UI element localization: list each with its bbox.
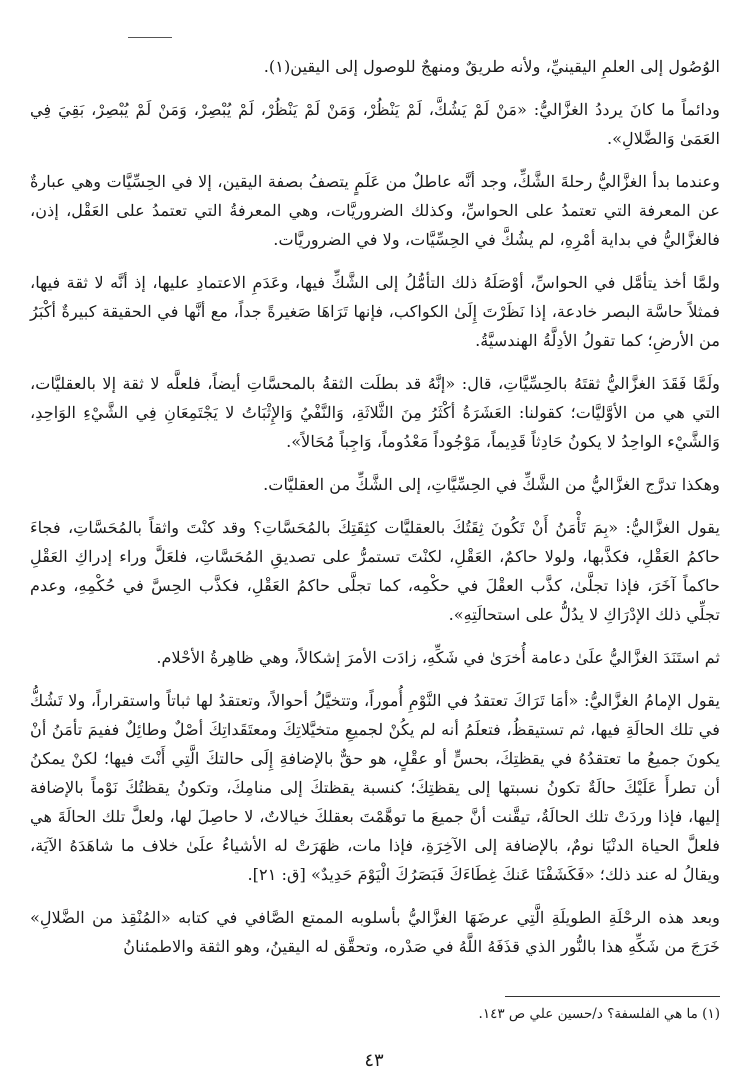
page-number: ٤٣ — [364, 1050, 384, 1071]
paragraph: ولَمَّا فَقَدَ الغزَّاليُّ ثقتَهُ بالحِسِّيَّاتِ، قال: «إنَّهُ قد بطلَت الثقةُ بالمحسَّاتِ أيضاً، فلعلَّه لا ثقة إلا بالعقليَّات، التي هي من الأوَّليَّات؛ كقولنا: العَشَرَةُ أكْثَرُ مِنَ الثَّلاثَةِ، وَالنَّفْيُ وَالإِثْبَاتُ لا يَجْتَمِعَانِ فِي الشَّيْءِ الوَاحِدِ، وَالشَّيْء الواحِدُ لا يكونُ حَادِثاً قَدِيماً، مَوْجُوداً مَعْدُوماً، وَاجِباً مُحَالاً». — [30, 374, 720, 451]
footnote: (١) ما هي الفلسفة؟ د/حسين علي ص ١٤٣. — [478, 1006, 720, 1022]
paragraph: وهكذا تدرَّج الغزَّاليُّ من الشَّكِّ في الحِسِّيَّاتِ، إلى الشَّكِّ من العقليَّات. — [263, 475, 720, 494]
paragraph: يقول الغزَّاليُّ: «بِمَ تَأْمَنُ أَنْ تَكُونَ ثِقَتُكَ بالعقليَّات كثِقَتِكَ بالمُحَسَّاتِ؟ وقد كنْتَ واثقاً بالمُحَسَّاتِ، فجاءَ حاكمُ العَقْلِ، فكذَّبها، ولولا حاكمٌ، العَقْلِ، لكنْتَ تستمرُّ على تصديقِ المُحَسَّاتِ، فلعَلَّ وراء إدراكِ العَقْلِ حاكماً آخَرَ، فإذا تجلَّىٰ، كذَّب العقْلَ في حكْمِه، كما تجلَّى حاكمُ العَقْلِ، فكذَّب الحِسَّ في حُكْمِهِ، وعدم تجلِّي ذلك الإدْرَاكِ لا يدُلُّ على استحالَتِهِ». — [30, 518, 720, 624]
header-rule — [128, 37, 172, 38]
paragraph: وعندما بدأ الغزَّاليُّ رحلةَ الشَّكِّ، وجد أنَّه عاطلٌ من عَلَمٍ يتصفُ بصفة اليقين، إلا في الحِسِّيَّات وهي عبارةٌ عن المعرفة التي تعتمدُ على الحواسِّ، وكذلك الضروريَّات، وهي المعرفةُ التي تعتمدُ على العَقْل، إذن، فالغزَّاليُّ في بداية أمْرِهِ، لم يشُكَّ في الحِسِّيَّات، ولا في الضروريَّات. — [30, 172, 720, 249]
paragraph: يقول الإمامُ الغزَّاليُّ: «أمَا تَرَاكَ تعتقدُ في النَّوْمِ أُموراً، وتتخيَّلُ أحوالاً، وتعتقدُ لها ثباتاً واستقراراً، ولا تَشُكُّ في تلك الحالَةِ فيها، ثم تستيقظُ، فتعلَمُ أنه لم يكُنْ لجميعِ متخيَّلاتِكَ ومعتَقَداتِكَ أصْلٌ وطائِلٌ ففيمَ تأمَنُ أنْ يكونَ جميعُ ما تعتقدُهُ في يقظتِكَ، بحسٍّ أو عقْلٍ، هو حقٌّ بالإضافةِ إِلَى حالتكَ الَّتِي أَنْتَ فيها؛ لكنْ يمكنُ أن تطرأَ عَلَيْكَ حالَةٌ تكونُ نسبتها إلى يقظتِكَ؛ كنسبة يقظتكَ إلى منامِكَ، وتكونُ يقظتُكَ نَوْماً بالإضافة إليها، فإذا وردَتْ تلك الحالَةُ، تيقَّنت أنَّ جميعَ ما توهَّمْتَ بعقلكَ خيالاتٌ، لا حاصِلَ لها، ولعلَّ تلك الحالَةَ هي فلعلَّ الحياة الدنْيَا نومٌ، بالإضافة إلى الآخِرَةِ، فإذا مات، ظهَرَتْ له الأشياءُ علَىٰ خلاف ما شاهَدَهُ الآيَة، ويقالُ له عند ذلك؛ «فَكَشَفْنَا عَنكَ غِطَاءَكَ فَبَصَرُكَ الْيَوْمَ حَدِيدٌ» [ق: ٢١]. — [30, 691, 720, 884]
paragraph: الوُصُول إلى العلمِ اليقينيِّ، ولأنه طريقٌ ومنهجٌ للوصول إلى اليقين(١). — [263, 57, 720, 76]
footnote-rule — [505, 996, 720, 997]
paragraph: ودائماً ما كانَ يرددُ الغزَّاليُّ: «مَنْ لَمْ يَشُكَّ، لَمْ يَنْظُرْ، وَمَنْ لَمْ يَنْظُرْ، لَمْ يُبْصِرْ، وَمَنْ لَمْ يُبْصِرْ، بَقِيَ فِي العَمَىٰ وَالضَّلالِ». — [30, 100, 720, 148]
paragraph: وبعد هذه الرحْلَةِ الطويلَةِ الَّتِي عرضَهَا الغزَّاليُّ بأسلوبه الممتع الصَّافي في كتابه «المُنْقِذ من الضَّلالِ» خَرَجَ من شَكِّهِ هذا بالنُّور الذي قذَفَهُ اللَّهُ في صَدْره، وتحقَّق له اليقينُ، وهو الثقة والاطمئنانُ — [30, 908, 720, 956]
paragraph: ولمَّا أخذ يتأمَّل في الحواسِّ، أوْصَلَهُ ذلك التأمُّلُ إلى الشَّكِّ فيها، وعَدَمِ الاعتمادِ عليها، إذ أنَّه لا ثقة فيها، فمثلاً حاسَّة البصر خادعة، إذا نَظَرْتَ إِلَىٰ الكواكب، فإنها تَرَاهَا صَغيرةً جداً، مع أنَّها في الحقيقة كبيرةٌ أكْبَرُ من الأرضِ؛ كما تقولُ الأدِلَّةُ الهندسيَّةُ. — [30, 273, 720, 350]
page-body — [30, 52, 720, 975]
paragraph: ثم استَنَدَ الغزَّاليُّ علَىٰ دعامة أُخرَىٰ في شَكِّهِ، زادَت الأمرَ إشكالاً، وهي ظاهِرةُ الأحْلام. — [156, 648, 720, 667]
